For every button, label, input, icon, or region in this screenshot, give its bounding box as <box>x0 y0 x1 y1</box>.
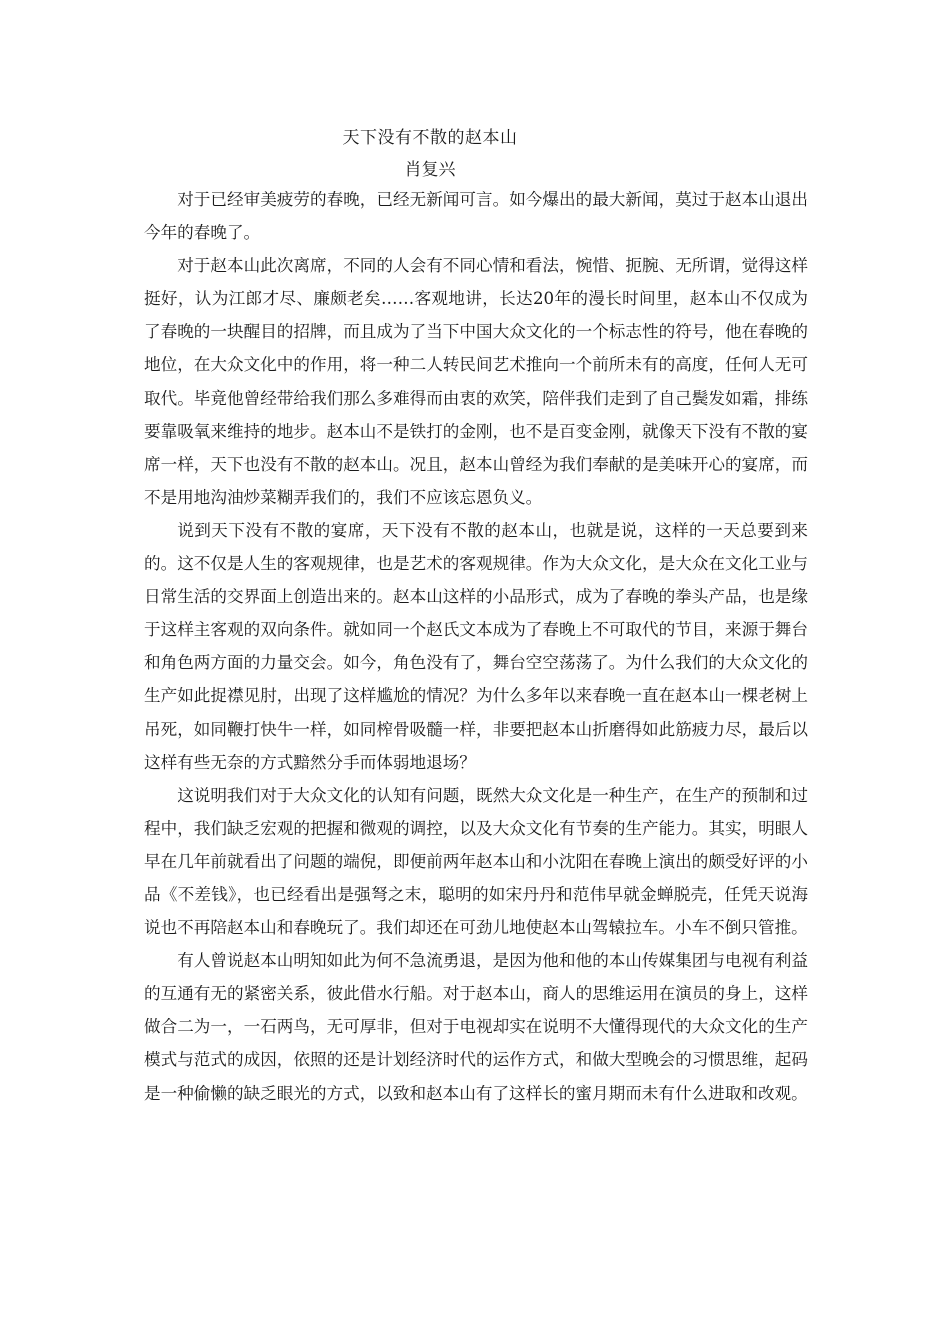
paragraph: 这说明我们对于大众文化的认知有问题，既然大众文化是一种生产，在生产的预制和过程中，我们缺乏宏观的把握和微观的调控，以及大众文化有节奏的生产能力。其实，明眼人早在几年前就看出了问题的端倪，即便前两年赵本山和小沈阳在春晚上演出的颇受好评的小品《不差钱》，也已经看出是强弩之末，聪明的如宋丹丹和范伟早就金蝉脱壳，任凭天说海说也不再陪赵本山和春晚玩了。我们却还在可劲儿地使赵本山驾辕拉车。小车不倒只管推。 <box>144 785 808 938</box>
article-body <box>144 183 808 1110</box>
paragraph: 对于已经审美疲劳的春晚，已经无新闻可言。如今爆出的最大新闻，莫过于赵本山退出今年的春晚了。 <box>144 190 808 243</box>
article-author: 肖复兴 <box>404 160 456 180</box>
paragraph: 对于赵本山此次离席，不同的人会有不同心情和看法，惋惜、扼腕、无所谓，觉得这样挺好，认为江郎才尽、廉颇老矣……客观地讲，长达20年的漫长时间里，赵本山不仅成为了春晚的一块醒目的招牌，而且成为了当下中国大众文化的一个标志性的符号，他在春晚的地位，在大众文化中的作用，将一种二人转民间艺术推向一个前所未有的高度，任何人无可取代。毕竟他曾经带给我们那么多难得而由衷的欢笑，陪伴我们走到了自己鬓发如霜，排练要靠吸氧来维持的地步。赵本山不是铁打的金刚，也不是百变金刚，就像天下没有不散的宴席一样，天下也没有不散的赵本山。况且，赵本山曾经为我们奉献的是美味开心的宴席，而不是用地沟油炒菜糊弄我们的，我们不应该忘恩负义。 <box>144 256 808 507</box>
paragraph: 有人曾说赵本山明知如此为何不急流勇退，是因为他和他的本山传媒集团与电视有利益的互通有无的紧密关系，彼此借水行船。对于赵本山，商人的思维运用在演员的身上，这样做合二为一，一石两鸟，无可厚非，但对于电视却实在说明不大懂得现代的大众文化的生产模式与范式的成因，依照的还是计划经济时代的运作方式，和做大型晚会的习惯思维，起码是一种偷懒的缺乏眼光的方式，以致和赵本山有了这样长的蜜月期而未有什么进取和改观。 <box>144 951 808 1103</box>
paragraph: 说到天下没有不散的宴席，天下没有不散的赵本山，也就是说，这样的一天总要到来的。这不仅是人生的客观规律，也是艺术的客观规律。作为大众文化，是大众在文化工业与日常生活的交界面上创造出来的。赵本山这样的小品形式，成为了春晚的拳头产品，也是缘于这样主客观的双向条件。就如同一个赵氏文本成为了春晚上不可取代的节目，来源于舞台和角色两方面的力量交会。如今，角色没有了，舞台空空荡荡了。为什么我们的大众文化的生产如此捉襟见肘，出现了这样尴尬的情况？为什么多年以来春晚一直在赵本山一棵老树上吊死，如同鞭打快牛一样，如同榨骨吸髓一样，非要把赵本山折磨得如此筋疲力尽，最后以这样有些无奈的方式黯然分手而体弱地退场？ <box>144 520 808 772</box>
article-title: 天下没有不散的赵本山 <box>342 128 518 148</box>
